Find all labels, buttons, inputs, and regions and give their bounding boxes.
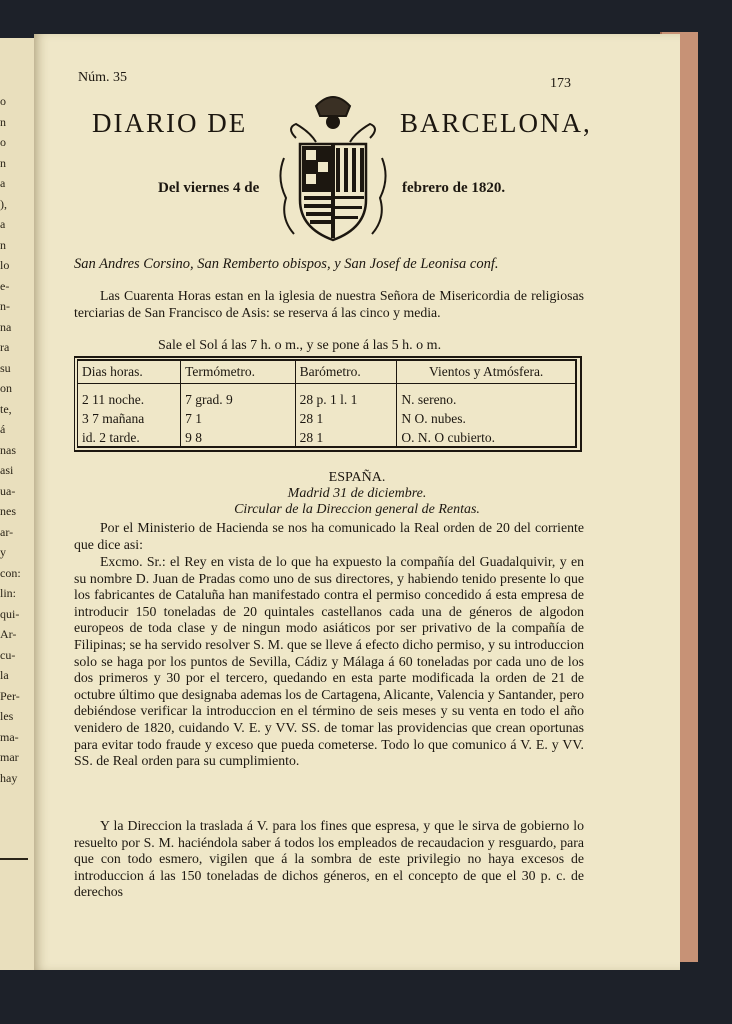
left-page-text-fragment: n- bbox=[0, 299, 10, 313]
left-page-text-fragment: nas bbox=[0, 442, 16, 457]
date-suffix: febrero de 1820. bbox=[402, 180, 506, 196]
left-page-text-fragment: on bbox=[0, 381, 12, 395]
left-page-rule bbox=[0, 858, 28, 860]
section-subtitle: Circular de la Direccion general de Rentas. bbox=[234, 502, 480, 517]
weather-cell: 7 1 bbox=[181, 409, 295, 428]
weather-cell: 3 7 mañana bbox=[78, 409, 181, 428]
left-page-text-fragment: n bbox=[0, 114, 6, 129]
left-page-text-fragment: la bbox=[0, 668, 9, 682]
issue-number: Núm. 35 bbox=[78, 70, 127, 85]
page-number: 173 bbox=[550, 76, 571, 91]
weather-cell: N O. nubes. bbox=[401, 410, 466, 426]
weather-cell: 28 1 bbox=[295, 409, 397, 428]
section-dateline: Madrid 31 de diciembre. bbox=[287, 486, 427, 501]
weather-header: Vientos y Atmósfera. bbox=[397, 361, 575, 384]
body-paragraph-3: Y la Direccion la traslada á V. para los fines que espresa, y que le sirva de gobierno lo resuelto por S. M. haciéndola saber á todos los empleados de recaudacion y resguardo, para que con todo esmero, vigilen que á la sombra de este privilegio no haya excesos de introduccion á las 150 toneladas de dichos géneros, en el concepto de que el 30 p. c. de derechos bbox=[74, 818, 584, 900]
weather-row bbox=[78, 409, 575, 428]
left-page-text-fragment: lo bbox=[0, 258, 10, 272]
weather-header: Termómetro. bbox=[181, 361, 295, 384]
coat-of-arms-crest bbox=[276, 88, 390, 248]
left-page-text-fragment: nes bbox=[0, 504, 16, 518]
left-page-text-fragment: te, bbox=[0, 401, 12, 416]
left-page-text-fragment: ar- bbox=[0, 524, 14, 539]
weather-cell: O. N. O cubierto. bbox=[401, 429, 496, 445]
left-page-text-fragment: e- bbox=[0, 278, 10, 293]
left-page-text-fragment: ), bbox=[0, 196, 7, 211]
masthead-title-left: DIARIO DE bbox=[92, 108, 248, 138]
body-paragraph-2: Excmo. Sr.: el Rey en vista de lo que ha expuesto la compañía del Guadalquivir, y en su nombre D. Juan de Pradas como uno de sus directores, y habiendo tenido presente lo que los fabricantes de Cataluña han manifestado contra el permiso concedido á esta empresa de introducir 150 toneladas de 20 quintales castellanos cada una de géneros de algodon europeos de toda clase y de ningun modo asiáticos por ser privativo de la compañía de Filipinas; se ha servido resolver S. M. que se lleve á efecto dicho permiso, y su introduccion solo se haga por los puntos de Sevilla, Cádiz y Málaga á 60 toneladas por cada uno de los dos primeros y 30 por el tercero, quedando en esta parte modificada la orden de 21 de octubre último que designaba ademas los de Cartagena, Alicante, Valencia y Santander, pero debiéndose verificar la introduccion en el término de seis meses y su venta en todo el año venidero de 1820, cuidando V. E. y VV. SS. de tomar las providencias que crean oportunas para evitar todo fraude y exceso que pueda cometerse. Todo lo que comunico á V. E. y VV. SS. de Real orden para su cumplimiento. bbox=[74, 554, 584, 769]
left-page-text-fragment: á bbox=[0, 422, 6, 436]
left-page-text-fragment: y bbox=[0, 545, 6, 559]
left-page-text-fragment: a bbox=[0, 176, 6, 190]
left-page-text-fragment: ra bbox=[0, 340, 10, 354]
forty-hours-notice: Las Cuarenta Horas estan en la iglesia de nuestra Señora de Misericordia de religiosas terciarias de San Francisco de Asis: se reserva á las cinco y media. bbox=[74, 288, 584, 320]
weather-cell: N. sereno. bbox=[401, 391, 457, 407]
left-page-text-fragment: cu- bbox=[0, 647, 16, 662]
weather-row bbox=[78, 428, 575, 447]
weather-header: Dias horas. bbox=[78, 361, 181, 384]
left-page-text-fragment: lin: bbox=[0, 586, 17, 600]
sunrise-sunset-line: Sale el Sol á las 7 h. o m., y se pone á las 5 h. o m. bbox=[158, 338, 442, 353]
left-page-text-fragment: su bbox=[0, 360, 11, 375]
left-page-text-fragment: na bbox=[0, 319, 12, 334]
weather-cell: id. 2 tarde. bbox=[78, 428, 181, 447]
weather-cell: 28 1 bbox=[295, 428, 397, 447]
left-page-text-fragment: qui- bbox=[0, 606, 20, 621]
masthead-title-right: BARCELONA, bbox=[400, 108, 592, 138]
body-paragraph-1: Por el Ministerio de Hacienda se nos ha comunicado la Real orden de 20 del corriente que dice asi: bbox=[74, 520, 584, 552]
saints-of-the-day: San Andres Corsino, San Remberto obispos, y San Josef de Leonisa conf. bbox=[74, 256, 499, 272]
weather-cell: 2 11 noche. bbox=[78, 384, 181, 410]
date-prefix: Del viernes 4 de bbox=[158, 180, 260, 196]
left-page-text-fragment: ua- bbox=[0, 483, 16, 498]
left-page-text-fragment: n bbox=[0, 155, 6, 170]
section-country: ESPAÑA. bbox=[328, 470, 386, 485]
left-page-text-fragment: asi bbox=[0, 463, 14, 477]
left-page-text-fragment: les bbox=[0, 709, 14, 723]
left-page-text-fragment: o bbox=[0, 135, 6, 149]
weather-cell: 7 grad. 9 bbox=[181, 384, 295, 410]
weather-cell: 28 p. 1 l. 1 bbox=[295, 384, 397, 410]
left-page-text-fragment: con: bbox=[0, 565, 21, 580]
left-page-text-fragment: o bbox=[0, 94, 6, 108]
weather-header: Barómetro. bbox=[295, 361, 397, 384]
left-page-text-fragment: mar bbox=[0, 750, 19, 764]
left-page-text-fragment: hay bbox=[0, 770, 18, 785]
left-page-text-fragment: Per- bbox=[0, 688, 20, 703]
newspaper-page bbox=[34, 34, 680, 970]
left-page-text-fragment: Ar- bbox=[0, 627, 17, 641]
left-page-text-fragment: ma- bbox=[0, 729, 19, 744]
weather-cell: 9 8 bbox=[181, 428, 295, 447]
left-page-text-fragment: a bbox=[0, 217, 6, 231]
left-page-text-fragment: n bbox=[0, 237, 6, 252]
weather-table bbox=[74, 356, 582, 452]
weather-row bbox=[78, 384, 575, 410]
